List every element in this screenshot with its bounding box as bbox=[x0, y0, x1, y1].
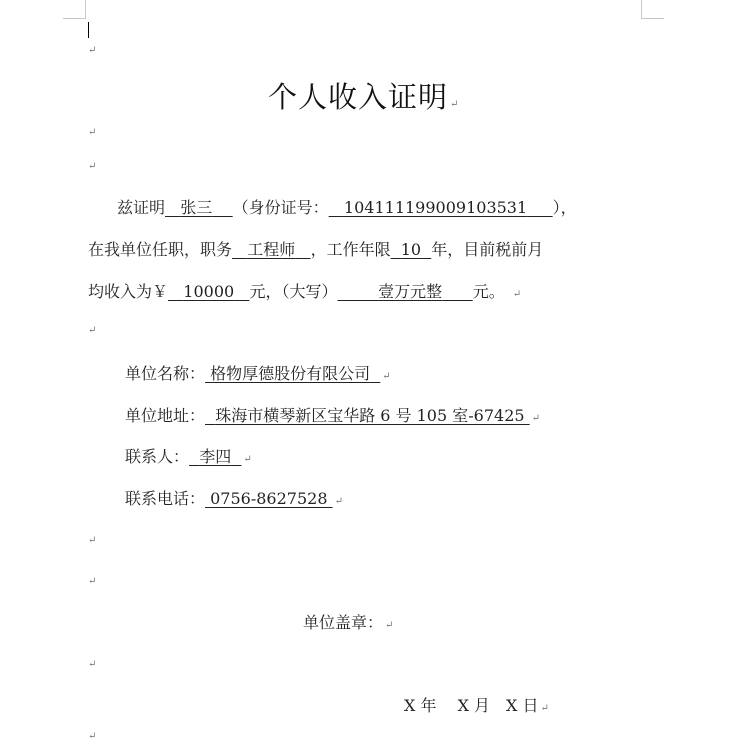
text-cursor bbox=[88, 22, 89, 38]
name-field[interactable]: 张三 bbox=[180, 198, 213, 217]
paragraph-mark: ↵ bbox=[88, 659, 97, 670]
contact-row: 联系人： 李四 ↵ bbox=[125, 447, 252, 466]
certification-line-3: 均收入为￥ 10000 元，（大写） 壹万元整 元。 ↵ bbox=[88, 282, 522, 301]
paragraph-mark: ↵ bbox=[88, 576, 97, 587]
paragraph-mark: ↵ bbox=[88, 731, 97, 742]
paragraph-mark: ↵ bbox=[88, 161, 97, 172]
paragraph-mark: ↵ bbox=[88, 127, 97, 138]
years-field[interactable]: 10 bbox=[400, 240, 422, 259]
phone-field[interactable]: 0756-8627528 bbox=[210, 489, 328, 508]
contact-field[interactable]: 李四 bbox=[199, 447, 232, 466]
paragraph-mark: ↵ bbox=[88, 535, 97, 546]
paragraph-mark: ↵ bbox=[88, 45, 97, 56]
page-corner-marker-right bbox=[641, 0, 664, 19]
certification-line-1: 兹证明 张三 （身份证号： 104111199009103531 ）， bbox=[117, 198, 577, 217]
income-upper-field[interactable]: 壹万元整 bbox=[378, 282, 443, 301]
company-name-row: 单位名称： 格物厚德股份有限公司 ↵ bbox=[125, 364, 391, 383]
date-row: X 年 X 月 X 日 ↵ bbox=[404, 696, 549, 715]
company-address-field[interactable]: 珠海市横琴新区宝华路 6 号 105 室-67425 bbox=[215, 406, 525, 425]
id-number-field[interactable]: 104111199009103531 bbox=[343, 198, 528, 217]
company-name-field[interactable]: 格物厚德股份有限公司 bbox=[210, 364, 371, 383]
page-corner-marker-left bbox=[63, 0, 86, 19]
phone-row: 联系电话： 0756-8627528 ↵ bbox=[125, 489, 343, 508]
position-field[interactable]: 工程师 bbox=[247, 240, 296, 259]
paragraph-mark: ↵ bbox=[88, 325, 97, 336]
document-title: 个人收入证明 ↵ bbox=[268, 80, 460, 114]
certification-line-2: 在我单位任职，职务 工程师 ，工作年限 10 年，目前税前月 bbox=[88, 240, 544, 259]
income-field[interactable]: 10000 bbox=[183, 282, 235, 301]
seal-row: 单位盖章： ↵ bbox=[303, 613, 394, 632]
company-address-row: 单位地址： 珠海市横琴新区宝华路 6 号 105 室-67425 ↵ bbox=[125, 406, 541, 425]
